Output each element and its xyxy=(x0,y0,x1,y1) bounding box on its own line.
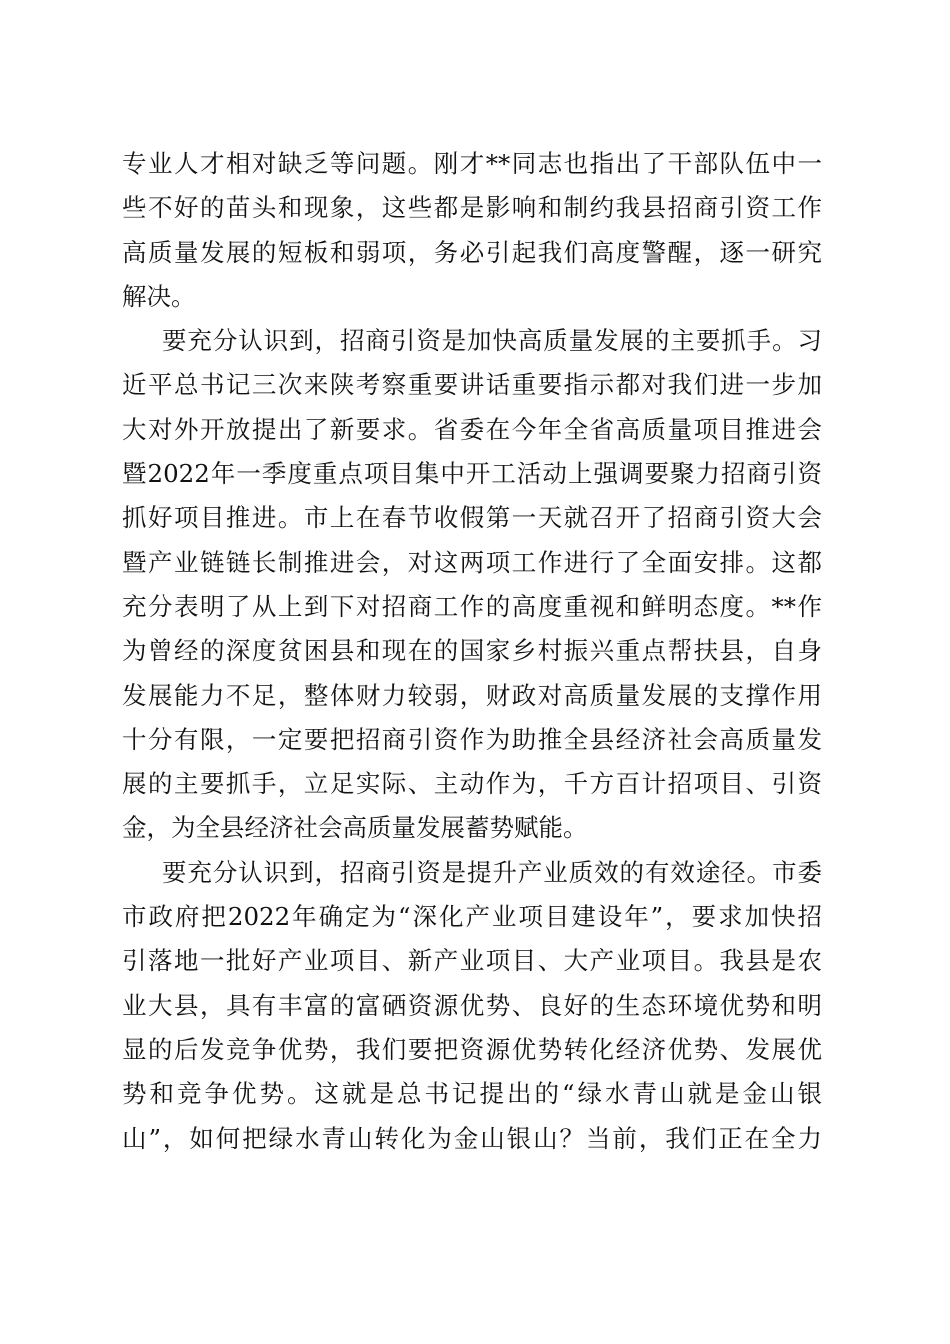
text-line: 业大县，具有丰富的富硒资源优势、良好的生态环境优势和明 xyxy=(122,990,822,1020)
text-line: 抓好项目推进。市上在春节收假第一天就召开了招商引资大会 xyxy=(122,503,822,533)
text-line: 暨2022年一季度重点项目集中开工活动上强调要聚力招商引资 xyxy=(122,459,822,489)
text-line: 近平总书记三次来陕考察重要讲话重要指示都对我们进一步加 xyxy=(122,370,822,400)
text-line: 为曾经的深度贫困县和现在的国家乡村振兴重点帮扶县，自身 xyxy=(122,636,822,666)
text-line: 暨产业链链长制推进会，对这两项工作进行了全面安排。这都 xyxy=(122,547,822,577)
text-line: 解决。 xyxy=(122,281,196,311)
document-body xyxy=(122,142,822,1161)
text-line: 发展能力不足，整体财力较弱，财政对高质量发展的支撑作用 xyxy=(122,680,822,710)
text-line: 展的主要抓手，立足实际、主动作为，千方百计招项目、引资 xyxy=(122,769,822,799)
text-line: 大对外开放提出了新要求。省委在今年全省高质量项目推进会 xyxy=(122,414,822,444)
paragraph-3 xyxy=(122,851,822,1161)
text-line: 山”，如何把绿水青山转化为金山银山？当前，我们正在全力 xyxy=(122,1123,822,1153)
text-line: 十分有限，一定要把招商引资作为助推全县经济社会高质量发 xyxy=(122,724,822,754)
text-line: 市政府把2022年确定为“深化产业项目建设年”，要求加快招 xyxy=(122,902,822,932)
text-line: 些不好的苗头和现象，这些都是影响和制约我县招商引资工作 xyxy=(122,193,822,223)
paragraph-2 xyxy=(122,319,822,851)
text-line: 引落地一批好产业项目、新产业项目、大产业项目。我县是农 xyxy=(122,946,822,976)
paragraph-1 xyxy=(122,142,822,319)
text-line: 专业人才相对缺乏等问题。刚才**同志也指出了干部队伍中一 xyxy=(122,149,822,178)
text-line: 要充分认识到，招商引资是加快高质量发展的主要抓手。习 xyxy=(162,326,822,356)
text-line: 金，为全县经济社会高质量发展蓄势赋能。 xyxy=(122,813,588,843)
text-line: 势和竞争优势。这就是总书记提出的“绿水青山就是金山银 xyxy=(122,1079,822,1109)
text-line: 显的后发竞争优势，我们要把资源优势转化经济优势、发展优 xyxy=(122,1034,822,1064)
text-line: 充分表明了从上到下对招商工作的高度重视和鲜明态度。**作 xyxy=(122,591,822,621)
text-line: 要充分认识到，招商引资是提升产业质效的有效途径。市委 xyxy=(162,857,822,887)
text-line: 高质量发展的短板和弱项，务必引起我们高度警醒，逐一研究 xyxy=(122,237,822,267)
